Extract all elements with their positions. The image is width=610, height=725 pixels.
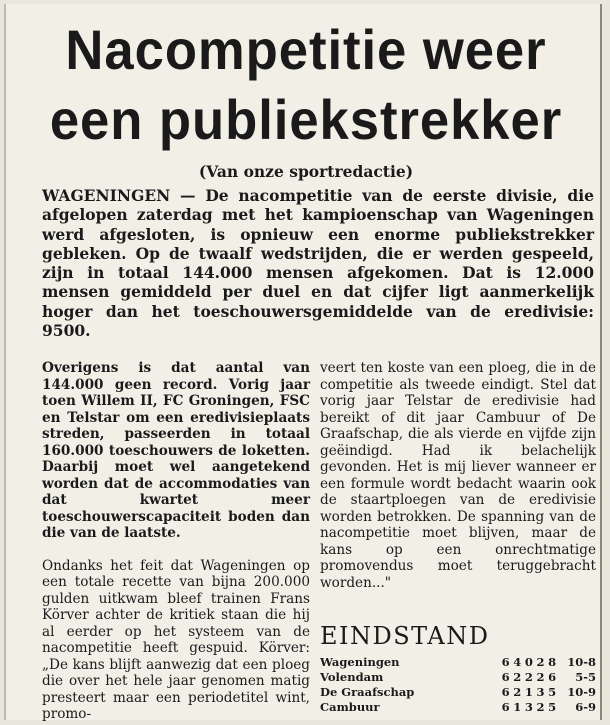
points-value: 5 [548,700,557,714]
team-name: Cambuur [320,700,380,714]
goals-value: 10-9 [567,685,596,699]
standings-row [320,655,596,670]
byline: (Van onze sportredactie) [198,162,414,181]
newspaper-clipping [4,4,602,720]
body-paragraph-1: Overigens is dat aantal van 144.000 geen record. Vorig jaar toen Willem II, FC Groningen, FSC en Telstar om een eredivisieplaats streden, passeerden in totaal 160.000 toeschouwers de loketten. Daarbij moet wel aangetekend worden dat de accommodaties van dat kwartet meer toeschouwerscapaciteit boden dan die van de laatste. [42,360,310,541]
played-value: 6 [501,700,510,714]
standings-row [320,700,596,715]
lost-value: 2 [536,700,545,714]
lead-paragraph [42,186,594,340]
body-column-right [320,360,596,591]
column-rule [600,4,602,720]
lost-value: 2 [536,670,545,684]
body-paragraph-2: Ondanks het feit dat Wageningen op een totale recette van bijna 200.000 gulden uitkwam bleef trainen Frans Körver achter de kritiek staan die hij al eerder op het systeem van de nacompetitie heeft gespuid. Körver: „De kans blijft aanwezig dat een ploeg die over het hele jaar genomen matig presteert maar een periodetitel wint, promo- [42,557,310,722]
lost-value: 3 [536,685,545,699]
standings-row [320,670,596,685]
headline-line-1: Nacompetitie weer [65,18,547,81]
lead-text: De nacompetitie van de eerste divisie, die afgelopen zaterdag met het kampioenschap van Wageningen werd afgesloten, is opnieuw een enorme publiekstrekker gebleken. Op de twaalf wedstrijden, die er werden gespeeld, zijn in totaal 144.000 mensen afgekomen. Dat is 12.000 mensen gemiddeld per duel en dat cijfer ligt aanmerkelijk hoger dan het toeschouwersgemiddelde van de eredivisie: 9500. [42,186,594,341]
team-name: Volendam [320,670,384,684]
goals-value: 5-5 [575,670,596,684]
played-value: 6 [501,655,510,669]
won-value: 2 [513,670,522,684]
lost-value: 2 [536,655,545,669]
body-paragraph-2-continued: veert ten koste van een ploeg, die in de competitie als tweede eindigt. Stel dat vorig jaar Telstar de eredivisie had bereikt of dit jaar Cambuur of De Graafschap, die als vierde en vijfde zijn geëindigd. Had ik belachelijk gevonden. Het is mij liever wanneer er een formule wordt bedacht waarin ook de staartploegen van de eredivisie worden betrokken. De spanning van de nacompetitie moet blijven, maar de kans op een onrechtmatige promovendus moet teruggebracht worden..." [320,360,596,591]
goals-value: 6-9 [575,700,596,714]
headline-line-2: een publiekstrekker [49,88,563,151]
dateline: WAGENINGEN — [42,186,196,205]
drawn-value: 3 [524,700,533,714]
standings-row [320,685,596,700]
won-value: 1 [513,700,522,714]
team-name: Wageningen [320,655,400,669]
played-value: 6 [501,670,510,684]
played-value: 6 [501,685,510,699]
drawn-value: 0 [524,655,533,669]
standings-table [320,655,596,715]
points-value: 5 [548,685,557,699]
drawn-value: 2 [524,670,533,684]
standings-title: EINDSTAND [320,622,490,650]
won-value: 4 [513,655,522,669]
points-value: 6 [548,670,557,684]
drawn-value: 1 [524,685,533,699]
team-name: De Graafschap [320,685,415,699]
body-column-left [42,360,310,723]
goals-value: 10-8 [567,655,596,669]
points-value: 8 [548,655,557,669]
won-value: 2 [513,685,522,699]
